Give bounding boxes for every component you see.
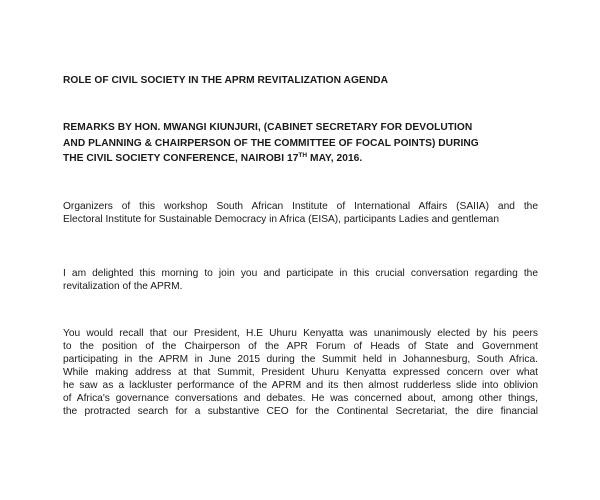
paragraph-line: to the position of the Chairperson of the APR Forum of Heads of State and Government [63, 341, 538, 352]
remarks-line-3-end: MAY, 2016. [307, 153, 363, 164]
paragraph-body [63, 321, 538, 417]
remarks-line-3-text: THE CIVIL SOCIETY CONFERENCE, NAIROBI 17 [63, 153, 299, 164]
paragraph-line: While making address at that Summit, President Uhuru Kenyatta expressed concern over what [63, 367, 538, 378]
paragraph-line: of Africa's governance conversations and debates. He was concerned about, among other things, [63, 393, 538, 404]
paragraph-line: he saw as a lackluster performance of the APRM and its then almost rudderless slide into oblivion [63, 380, 538, 391]
date-ordinal-suffix: TH [298, 152, 308, 159]
document-title: ROLE OF CIVIL SOCIETY IN THE APRM REVITALIZATION AGENDA [63, 75, 388, 86]
paragraph-line: You would recall that our President, H.E Uhuru Kenyatta was unanimously elected by his peers [63, 328, 538, 339]
remarks-line-3 [63, 151, 543, 167]
paragraph-line: revitalization of the APRM. [63, 281, 183, 292]
paragraph-line: the protracted search for a substantive CEO for the Continental Secretariat, the dire financial [63, 406, 538, 417]
paragraph-introduction [63, 259, 538, 302]
remarks-line-1: REMARKS BY HON. MWANGI KIUNJURI, (CABINET SECRETARY FOR DEVOLUTION [63, 122, 473, 133]
paragraph-greeting [63, 192, 538, 235]
paragraph-line: Organizers of this workshop South African Institute of International Affairs (SAIIA) and the [63, 201, 538, 212]
paragraph-line: I am delighted this morning to join you and participate in this crucial conversation regarding the [63, 268, 538, 279]
paragraph-line: Electoral Institute for Sustainable Democracy in Africa (EISA), participants Ladies and gentleman [63, 214, 500, 225]
paragraph-line: participating in the APRM in June 2015 during the Summit held in Johannesburg, South Africa. [63, 354, 538, 365]
remarks-line-2: AND PLANNING & CHAIRPERSON OF THE COMMITTEE OF FOCAL POINTS) DURING [63, 137, 479, 149]
remarks-heading [63, 120, 543, 167]
